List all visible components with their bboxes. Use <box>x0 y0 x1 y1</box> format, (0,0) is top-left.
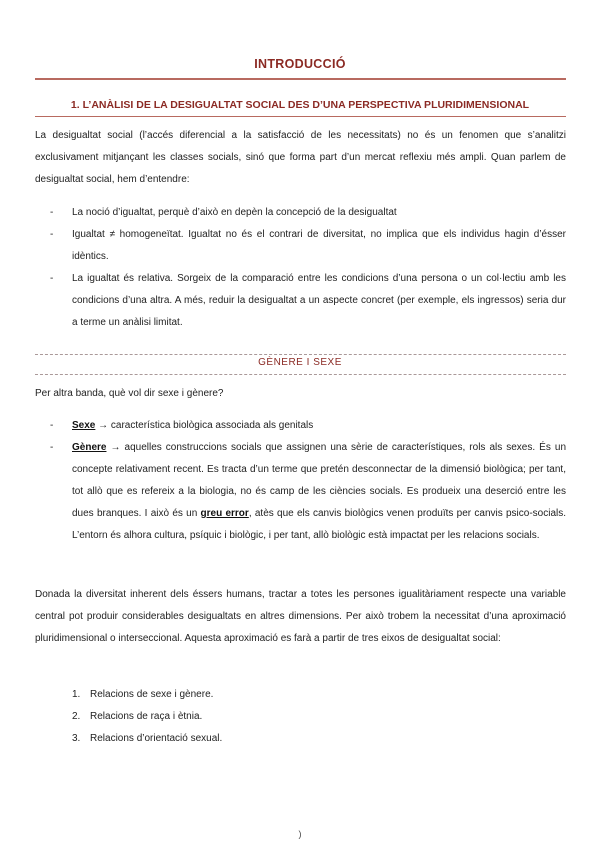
axis-number: 1. <box>72 689 81 700</box>
page-number: ) <box>298 829 302 839</box>
term-genere: Gènere <box>72 442 107 453</box>
section-underline <box>35 116 566 117</box>
inequality-axes-list <box>72 684 552 750</box>
term-sexe: Sexe <box>72 420 96 431</box>
axis-number: 2. <box>72 711 81 722</box>
definitions-list <box>35 415 566 547</box>
axis-label: Relacions d’orientació sexual. <box>90 733 223 744</box>
subheading-rule-bottom <box>35 374 566 375</box>
axis-label: Relacions de sexe i gènere. <box>90 689 214 700</box>
highlight-greu-error: greu error <box>200 508 249 519</box>
list-item <box>35 224 566 268</box>
closing-paragraph: Donada la diversitat inherent dels éssers humans, tractar a totes les persones igualitàriament respecte una variable central pot produir considerables desigualtats en altres dimensions. Per això trobem la necessitat d’una aproximació pluridimensional o interseccional. Aquesta aproximació es farà a partir de tres eixos de desigualtat social: <box>35 589 566 644</box>
axis-number: 3. <box>72 733 81 744</box>
definition-text-continued: , atès que els canvis biològics venen produïts per canvis psico-socials. L’entorn és alhora cultura, psíquic i biològic, i per tant, allò biològic està impactat per les relacions socials. <box>72 508 567 541</box>
list-item-text: La igualtat és relativa. Sorgeix de la comparació entre les condicions d’una persona o un col·lectiu amb les condicions d’una altra. A més, reduir la desigualtat a un aspecte concret (per exemple, els ingressos) seria dur a terme un anàlisi limitat. <box>72 273 566 328</box>
section-heading: 1. L’ANÀLISI DE LA DESIGUALTAT SOCIAL DES D’UNA PERSPECTIVA PLURIDIMENSIONAL <box>70 99 530 111</box>
dash-bullet: - <box>50 229 54 240</box>
axis-item <box>72 728 552 750</box>
dash-bullet: - <box>50 273 54 284</box>
axis-item <box>72 684 552 706</box>
dash-bullet: - <box>50 207 54 218</box>
subheading-gender-sex: GÈNERE I SEXE <box>258 357 342 368</box>
dash-bullet: - <box>50 442 54 453</box>
list-item <box>35 202 566 224</box>
intro-paragraph: La desigualtat social (l’accés diferencial a la satisfacció de les necessitats) no és un fenomen que s’analitzi exclusivament mitjançant les classes socials, sinó que forma part d’un mercat reflexiu més ampli. Quan parlem de desigualtat social, hem d’entendre: <box>35 130 566 185</box>
equality-notions-list <box>35 202 566 334</box>
definition-text: → característica biològica associada als genitals <box>95 420 314 431</box>
question-paragraph: Per altra banda, què vol dir sexe i gènere? <box>35 388 224 399</box>
list-item-text: La noció d’igualtat, perquè d’això en depèn la concepció de la desigualtat <box>72 207 397 218</box>
title-underline <box>35 78 566 80</box>
definition-sexe <box>35 415 566 437</box>
list-item <box>35 268 566 334</box>
definition-text: → aquelles construccions socials que assignen una sèrie de característiques, rols als sexes. És un concepte relativament recent. Es tracta d’un terme que pretén desconnectar de la dimensió biològica; per tant, tot allò que es refereix a la biologia, no és camp de les ciències socials. Es produeix una deserció entre les dues branques. I això és un <box>72 442 566 519</box>
subheading-rule-top <box>35 354 566 355</box>
axis-item <box>72 706 552 728</box>
list-item-text: Igualtat ≠ homogeneïtat. Igualtat no és el contrari de diversitat, no implica que els individus hagin d’ésser idèntics. <box>72 229 566 262</box>
axis-label: Relacions de raça i ètnia. <box>90 711 203 722</box>
definition-genere <box>35 437 566 547</box>
page-title: INTRODUCCIÓ <box>254 57 346 71</box>
dash-bullet: - <box>50 420 54 431</box>
